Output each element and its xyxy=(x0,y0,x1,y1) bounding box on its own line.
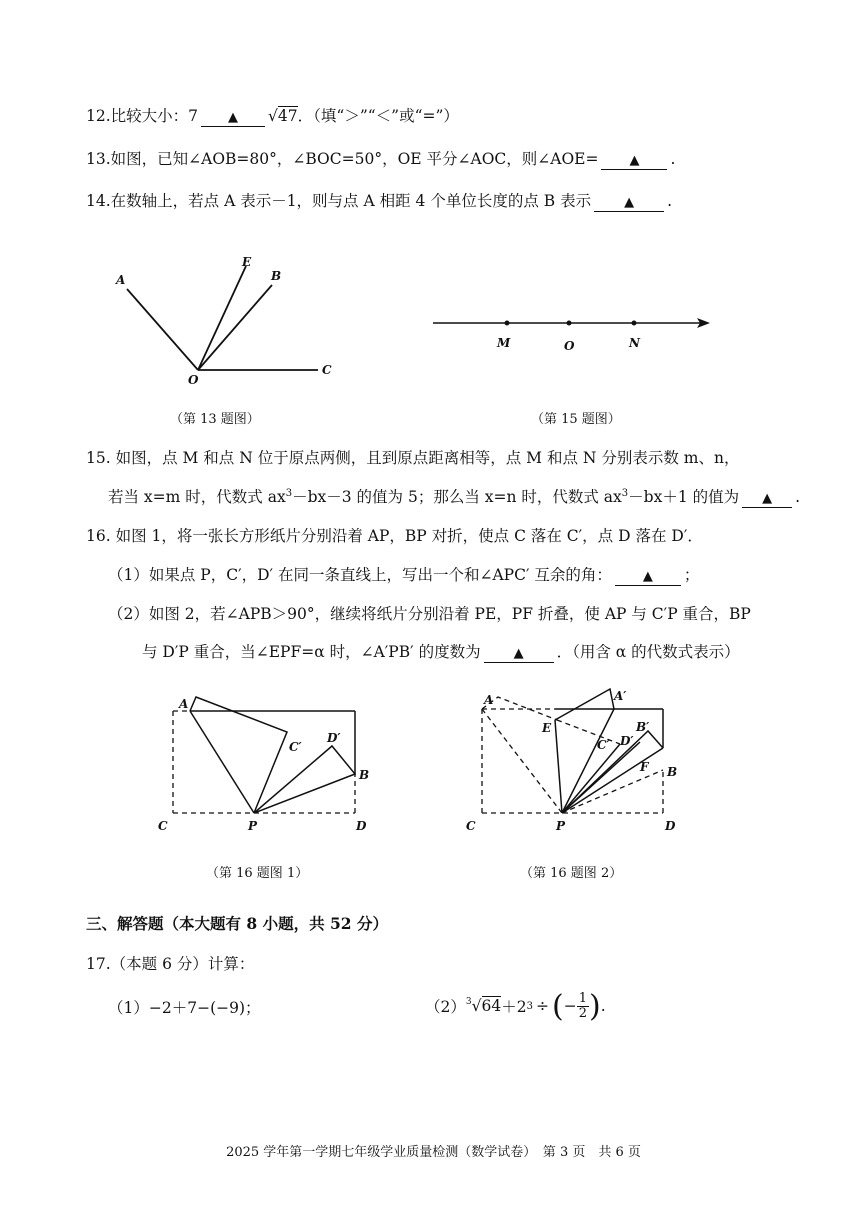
q12-suffix: ．（填“＞”“＜”或“=”） xyxy=(297,107,459,125)
label-d: D xyxy=(665,819,676,833)
q13-end: . xyxy=(670,150,676,168)
label-d-prime: D′ xyxy=(327,731,341,745)
right-paren: ) xyxy=(588,988,601,1024)
caption-fig16-2: （第 16 题图 2） xyxy=(520,866,623,881)
label-m: M xyxy=(497,336,511,350)
fold-line-pf xyxy=(562,748,663,813)
q15-part-c: －bx＋1 的值为 xyxy=(628,488,740,506)
denominator: 2 xyxy=(578,1005,587,1021)
label-c: C xyxy=(466,819,476,833)
answer-marker: ▲ xyxy=(629,153,640,168)
root-index: 3 xyxy=(465,997,472,1007)
q13-text: 13.如图，已知∠AOB=80°，∠BOC=50°，OE 平分∠AOC，则∠AOE= xyxy=(86,150,599,168)
label-a: A xyxy=(116,273,126,287)
question-16-intro: 16. 如图 1，将一张长方形纸片分别沿着 AP，BP 对折，使点 C 落在 C′，点 D 落在 D′． xyxy=(86,527,703,545)
line-p-d-prime xyxy=(562,742,640,813)
q17-p2-end: . xyxy=(600,997,606,1015)
label-b-prime: B′ xyxy=(636,720,650,734)
question-15-line1: 15. 如图，点 M 和点 N 位于原点两侧，且到原点距离相等，点 M 和点 N 分别表示数 m、n， xyxy=(86,449,740,467)
q15-part-b: －bx－3 的值为 5；那么当 x=n 时，代数式 ax xyxy=(292,488,622,506)
answer-marker: ▲ xyxy=(762,491,773,506)
q16-p1-text: （1）如果点 P，C′，D′ 在同一条直线上，写出一个和∠APC′ 互余的角： xyxy=(108,566,612,584)
label-c: C xyxy=(322,363,332,377)
fold-line-pe xyxy=(555,720,562,813)
label-d-prime: D′ xyxy=(620,734,634,748)
label-b: B xyxy=(271,269,282,283)
q12-sqrt: √47 xyxy=(268,107,298,125)
label-c: C xyxy=(158,819,168,833)
q16-p2-text: 与 D′P 重合，当∠EPF=α 时，∠A′PB′ 的度数为 xyxy=(142,643,481,661)
dashed-bp xyxy=(562,770,663,813)
answer-marker: ▲ xyxy=(228,110,239,125)
caption-fig15: （第 15 题图） xyxy=(531,412,621,427)
label-c-prime: C′ xyxy=(597,738,610,752)
q12-prefix: 12.比较大小：7 xyxy=(86,107,199,125)
minus-sign: − xyxy=(563,997,577,1015)
question-16-part2-line1: （2）如图 2，若∠APB＞90°，继续将纸片分别沿着 PE，PF 折叠，使 AP 与 C′P 重合，BP xyxy=(108,605,751,623)
question-17-part1 xyxy=(108,996,261,1018)
caption-fig16-1: （第 16 题图 1） xyxy=(206,866,309,881)
answer-marker: ▲ xyxy=(513,646,524,661)
q14-text: 14.在数轴上，若点 A 表示－1，则与点 A 相距 4 个单位长度的点 B 表示 xyxy=(86,192,592,210)
caption-fig13: （第 13 题图） xyxy=(170,412,260,427)
q17-p1-label: （1） xyxy=(108,999,149,1017)
label-a: A xyxy=(484,693,494,707)
q17-p2-label: （2） xyxy=(425,998,466,1016)
answer-marker: ▲ xyxy=(642,569,653,584)
label-f: F xyxy=(640,760,649,774)
label-e: E xyxy=(242,255,252,269)
question-17-title: 17.（本题 6 分）计算： xyxy=(86,955,255,973)
label-b: B xyxy=(667,765,678,779)
fraction-one-half xyxy=(577,992,589,1021)
label-a-prime: A′ xyxy=(614,689,627,703)
label-e: E xyxy=(542,721,552,735)
q15-exp2: 3 xyxy=(621,488,629,499)
radicand: 64 xyxy=(481,997,502,1015)
q16-p1-end: ； xyxy=(683,566,700,584)
q15-exp1: 3 xyxy=(285,488,293,499)
label-b: B xyxy=(359,768,370,782)
divide-sign: ÷ xyxy=(535,997,549,1015)
dashed-c-prime xyxy=(557,720,620,744)
q14-end: . xyxy=(667,192,673,210)
section-3-title: 三、解答题（本大题有 8 小题，共 52 分） xyxy=(86,914,388,933)
answer-marker: ▲ xyxy=(624,195,635,210)
label-o2: O xyxy=(564,339,575,353)
label-p: P xyxy=(248,819,258,833)
label-o: O xyxy=(188,373,199,387)
question-17-part2 xyxy=(425,985,606,1027)
q17-p1-expr: −2＋7−(−9)； xyxy=(148,999,261,1017)
q15-end: . xyxy=(795,488,801,506)
label-d: D xyxy=(356,819,367,833)
label-a: A xyxy=(179,697,189,711)
cube-root: $^3$√64 xyxy=(465,997,502,1015)
q17-p2-plus-two: ＋2 xyxy=(501,998,527,1016)
q15-part-a: 若当 x=m 时，代数式 ax xyxy=(108,488,286,506)
label-c-prime: C′ xyxy=(289,740,302,754)
q12-sqrt-value: 47 xyxy=(277,107,298,125)
page-footer: 2025 学年第一学期七年级学业质量检测（数学试卷） 第 3 页 共 6 页 xyxy=(226,1145,641,1160)
label-n: N xyxy=(629,336,640,350)
q17-p2-exp: 3 xyxy=(526,1000,533,1012)
left-paren: ( xyxy=(551,988,564,1024)
q16-p2-end: ．（用含 α 的代数式表示） xyxy=(556,643,740,661)
numerator: 1 xyxy=(578,990,587,1006)
label-p: P xyxy=(556,819,566,833)
